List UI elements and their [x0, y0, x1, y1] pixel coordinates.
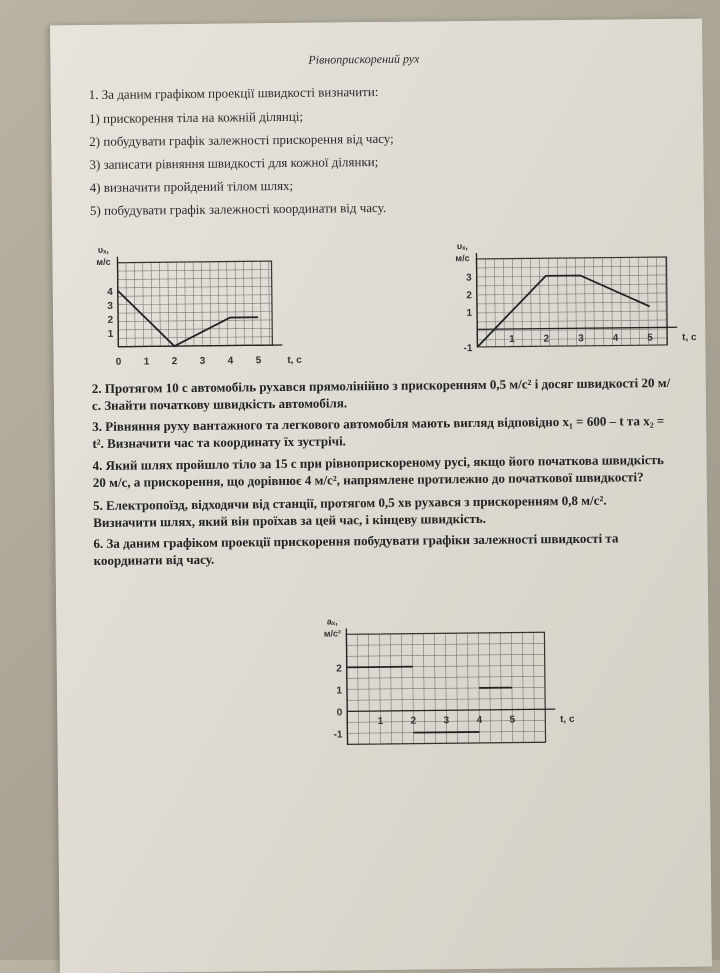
y-tick-label: 1 — [466, 308, 472, 319]
task1-item: 2) побудувати графік залежності прискорення від часу; — [89, 131, 394, 150]
x-tick-label: 3 — [578, 333, 584, 344]
x-tick-label: 4 — [228, 356, 234, 367]
acceleration-chart — [301, 610, 572, 753]
x-tick-label: 1 — [377, 716, 383, 727]
y-axis-unit: м/с² — [324, 628, 341, 638]
y-axis — [346, 628, 347, 744]
x-tick-label: 0 — [116, 357, 122, 368]
y-tick-label: 1 — [336, 685, 342, 696]
x-tick-label: 3 — [200, 356, 206, 367]
velocity-chart-1 — [72, 231, 323, 374]
x-tick-label: 5 — [647, 333, 653, 344]
y-tick-label: 2 — [466, 290, 472, 301]
task1-item: 4) визначити пройдений тілом шлях; — [90, 178, 294, 196]
y-tick-label: 1 — [108, 329, 114, 340]
x-axis — [118, 345, 282, 347]
y-axis — [476, 253, 477, 347]
y-tick-label: -1 — [463, 343, 472, 354]
y-tick-label: 2 — [336, 663, 342, 674]
worksheet-page — [50, 19, 712, 973]
y-axis-unit: м/с — [96, 257, 110, 267]
y-axis-unit: м/с — [455, 253, 469, 263]
acceleration-segment — [413, 732, 479, 733]
task1-item: 3) записати рівняння швидкості для кожної ділянки; — [89, 154, 378, 173]
task1-item: 1) прискорення тіла на кожній ділянці; — [89, 109, 303, 127]
x-axis-label: t, с — [560, 714, 575, 725]
y-axis-label: υₓ, — [457, 241, 468, 251]
x-tick-label: 1 — [144, 356, 150, 367]
problem-3: 3. Рівняння руху вантажного та легкового автомобіля мають вигляд відповідно x₁ = 600 – t та x₂ = t². Визначити час та координату їх зустрічі. — [92, 412, 672, 452]
problem-4: 4. Який шлях пройшло тіло за 15 с при рівноприскореному русі, якщо його початкова швидкість 20 м/с, а прискорення, що дорівнює 4 м/с², напрямлене протилежно до початкової швидкості? — [93, 451, 673, 491]
x-axis — [347, 709, 555, 711]
x-tick-label: 4 — [476, 715, 482, 726]
problem-6: 6. За даним графіком проекції прискорення побудувати графіки залежності швидкості та координати від часу. — [93, 529, 673, 569]
y-tick-label: 3 — [466, 273, 472, 284]
velocity-chart-2 — [442, 231, 693, 364]
problem-5: 5. Електропоїзд, відходячи від станції, протягом 0,5 хв рухався з прискоренням 0,8 м/с². Визначити шлях, який він проїхав за цей час, і кінцеву швидкість. — [93, 491, 673, 531]
task1-heading: 1. За даним графіком проекції швидкості визначити: — [89, 84, 379, 103]
y-axis-label: υₓ, — [98, 245, 109, 255]
x-tick-label: 5 — [256, 355, 262, 366]
x-tick-label: 2 — [410, 716, 416, 727]
x-tick-label: 3 — [443, 715, 449, 726]
acceleration-segment — [347, 667, 413, 668]
x-axis-label: t, с — [287, 355, 302, 366]
y-axis-label: aₓ, — [327, 616, 338, 626]
x-tick-label: 2 — [172, 356, 178, 367]
y-tick-label: 0 — [337, 707, 343, 718]
y-tick-label: 4 — [107, 287, 113, 298]
x-tick-label: 1 — [509, 334, 515, 345]
x-tick-label: 5 — [509, 715, 515, 726]
chart-grid — [346, 632, 545, 744]
problem-2: 2. Протягом 10 с автомобіль рухався прямолінійно з прискоренням 0,5 м/с² і досяг швидкості 20 м/с. Знайти початкову швидкість автомобіля. — [92, 374, 672, 414]
page-title: Рівноприскорений рух — [308, 52, 419, 68]
x-tick-label: 4 — [613, 333, 619, 344]
y-tick-label: -1 — [334, 729, 343, 740]
chart-grid — [118, 261, 273, 347]
y-tick-label: 3 — [107, 301, 113, 312]
y-axis — [117, 257, 118, 347]
x-tick-label: 2 — [544, 334, 550, 345]
task1-item: 5) побудувати графік залежності координати від часу. — [90, 200, 386, 219]
x-axis-label: t, с — [682, 332, 697, 343]
y-tick-label: 2 — [107, 315, 113, 326]
